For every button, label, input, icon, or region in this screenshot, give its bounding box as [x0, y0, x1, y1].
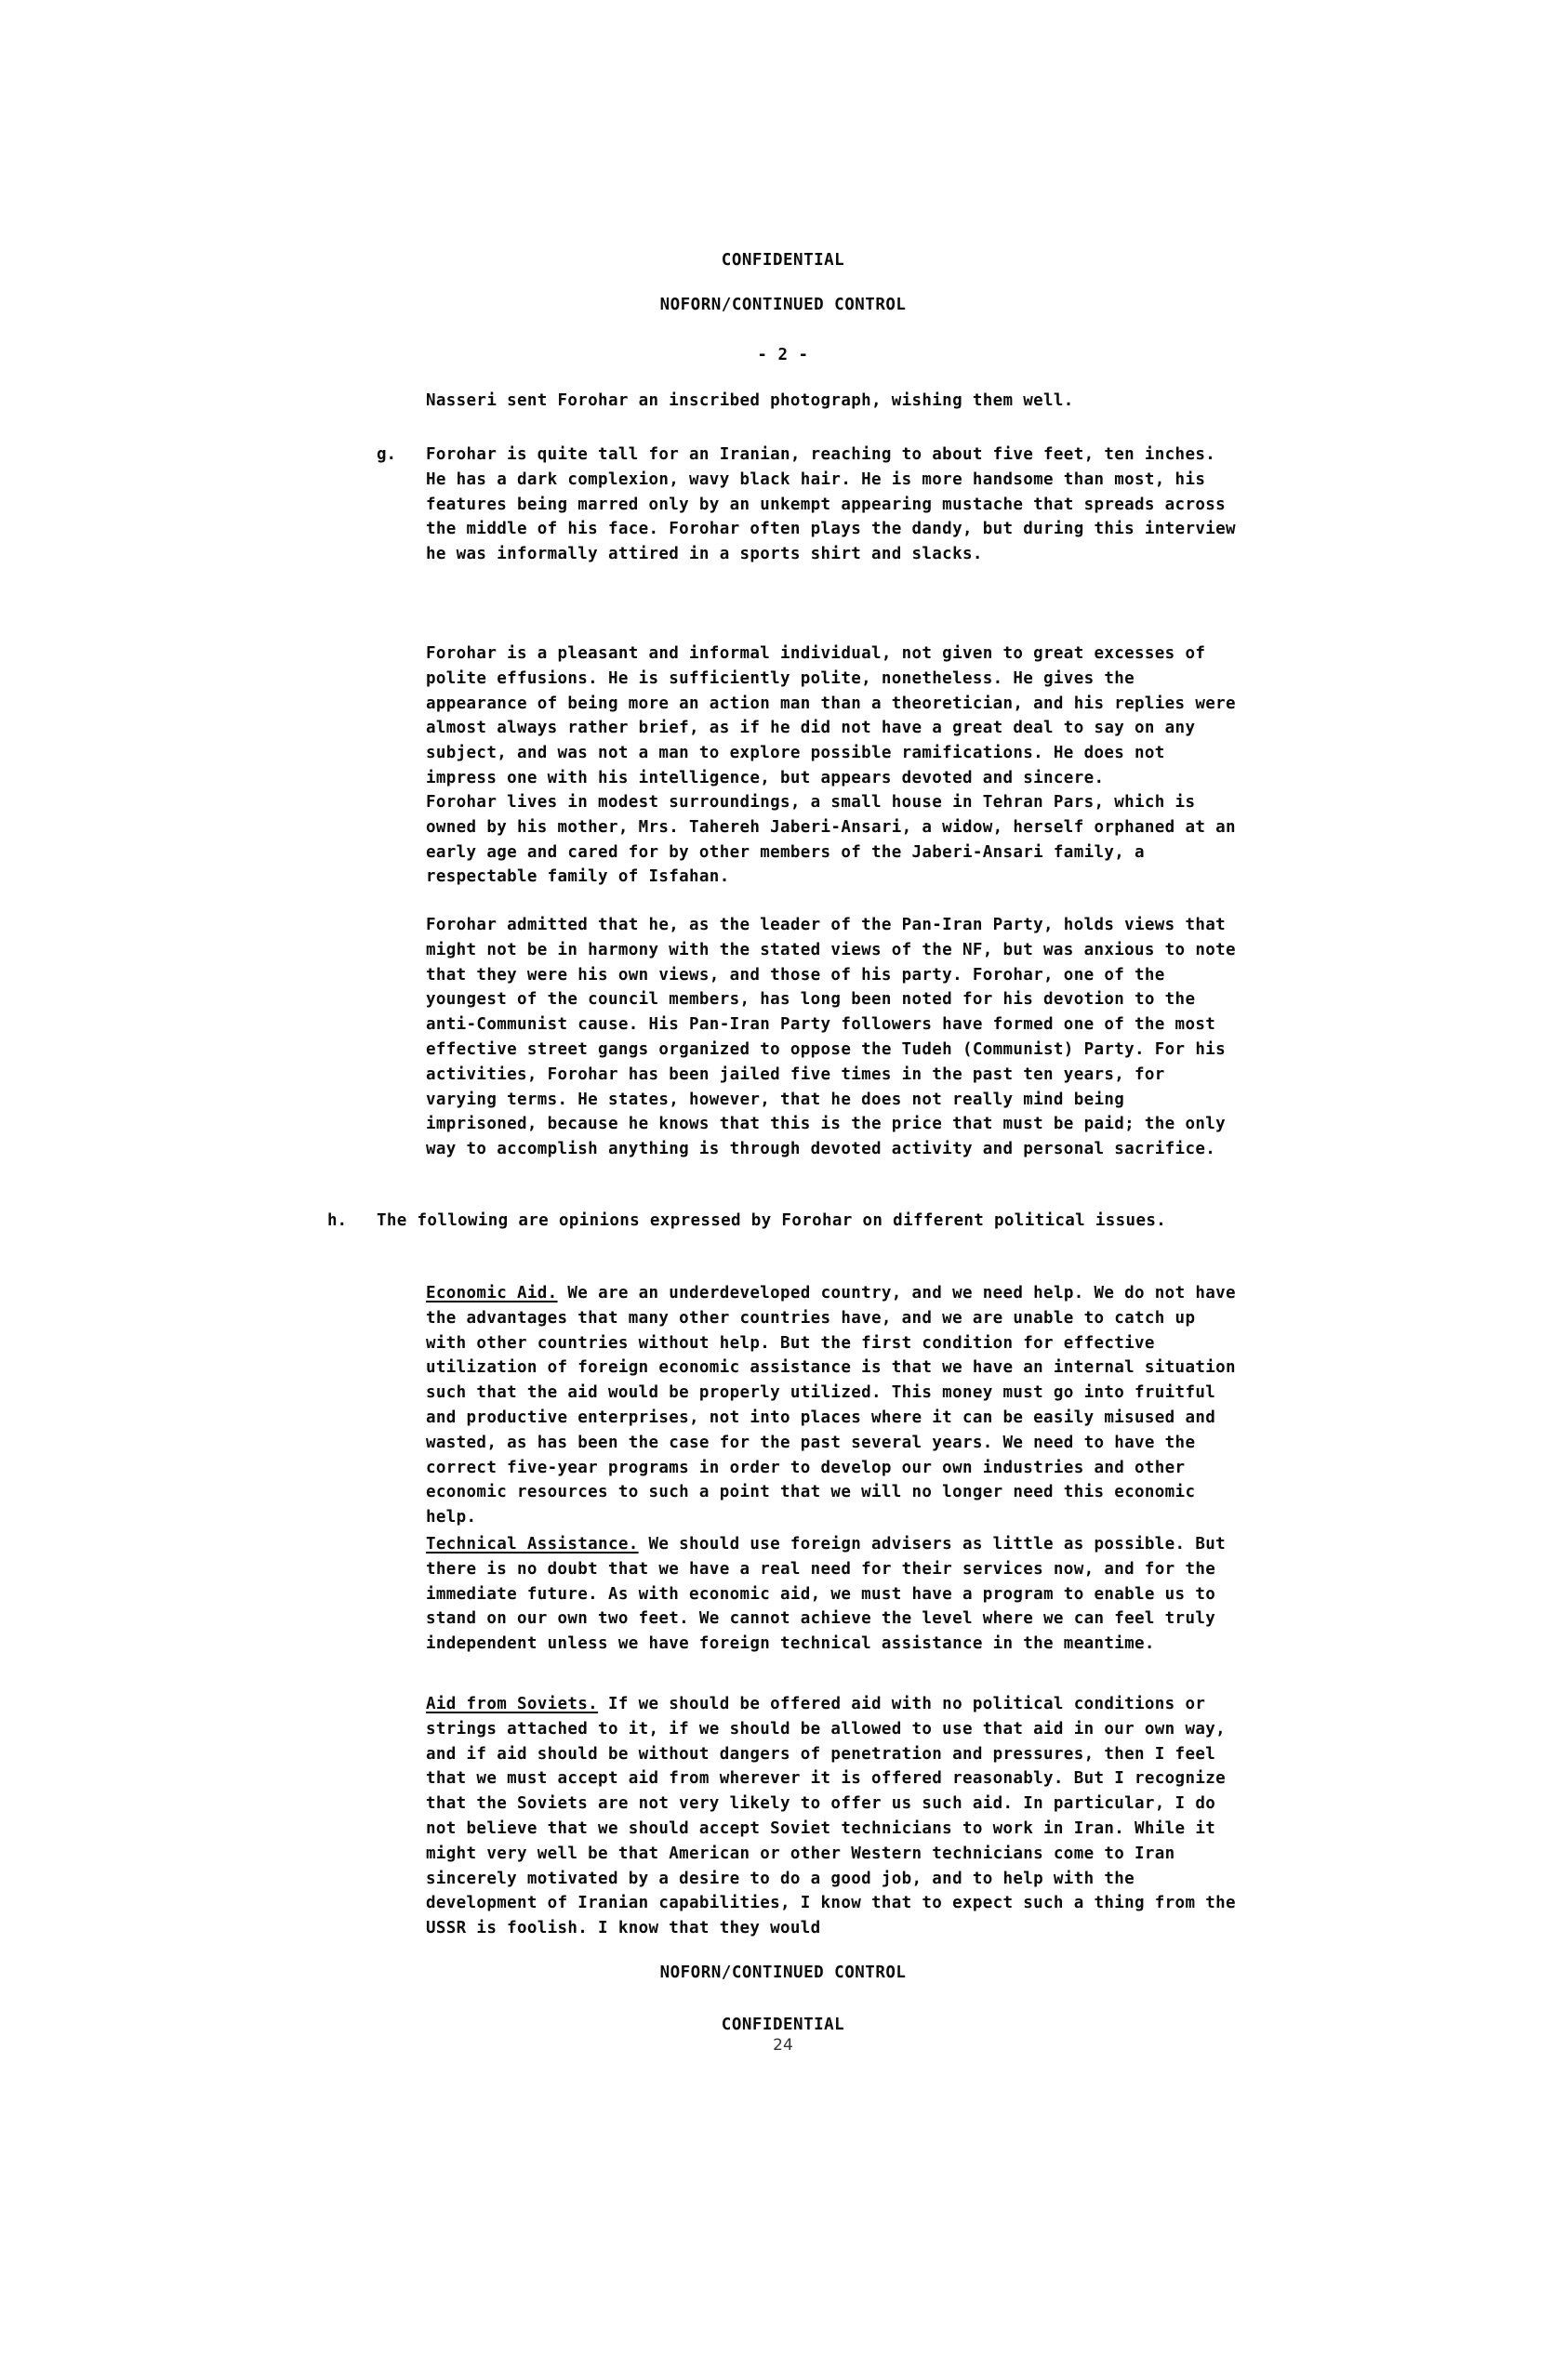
- classification-footer: CONFIDENTIAL: [721, 2016, 845, 2034]
- page-marker: - 2 -: [757, 346, 809, 364]
- control-header: NOFORN/CONTINUED CONTROL: [659, 296, 907, 314]
- economic-aid-text: We are an underdeveloped country, and we need help. We do not have the advantages that many other countries have, and we are unable to catch up with other countries without help. But the first condition for effective utilization of foreign economic assistance is that we have an internal situation such that the aid would be properly utilized. This money must go into fruitful and productive enterprises, not into places where it can be easily misused and wasted, as has been the case for the past several years. We need to have the correct five-year programs in order to develop our own industries and other economic resources to such a point that we will no longer need this economic help.: [426, 1284, 1246, 1527]
- aid-from-soviets-heading: Aid from Soviets.: [426, 1695, 599, 1713]
- paragraph-lives: Forohar lives in modest surroundings, a small house in Tehran Pars, which is owned by his mother, Mrs. Tahereh Jaberi-Ansari, a widow, herself orphaned at an early age and cared for by other members of the Jaberi-Ansari family, a respectable family of Isfahan.: [426, 793, 1246, 887]
- economic-aid-heading: Economic Aid.: [426, 1284, 558, 1302]
- paragraph-economic-aid: [426, 1281, 1244, 1530]
- technical-assistance-heading: Technical Assistance.: [426, 1535, 639, 1554]
- paragraph-item-h: The following are opinions expressed by Forohar on different political issues.: [377, 1211, 1167, 1230]
- item-g-marker: g.: [377, 445, 397, 464]
- page-number: 24: [773, 2036, 793, 2055]
- paragraph-technical-assistance: [426, 1532, 1244, 1657]
- paragraph-aid-from-soviets: [426, 1692, 1244, 1941]
- paragraph-pleasant: Forohar is a pleasant and informal individual, not given to great excesses of polite effusions. He is sufficiently polite, nonetheless. He gives the appearance of being more an action man than a theoretician, and his replies were almost always rather brief, as if he did not have a great deal to say on any subject, and was not a man to explore possible ramifications. He does not impress one with his intelligence, but appears devoted and sincere.: [426, 644, 1246, 787]
- classification-header: CONFIDENTIAL: [721, 251, 845, 270]
- aid-from-soviets-text: If we should be offered aid with no political conditions or strings attached to it, if we should be allowed to use that aid in our own way, and if aid should be without dangers of penetration and pressures, then I feel that we must accept aid from wherever it is offered reasonably. But I recognize that the Soviets are not very likely to offer us such aid. In particular, I do not believe that we should accept Soviet technicians to work in Iran. While it might very well be that American or other Western technicians come to Iran sincerely motivated by a desire to do a good job, and to help with the development of Iranian capabilities, I know that to expect such a thing from the USSR is foolish. I know that they would: [426, 1695, 1246, 1938]
- item-h-marker: h.: [327, 1211, 348, 1230]
- control-footer: NOFORN/CONTINUED CONTROL: [659, 1964, 907, 1982]
- paragraph-admitted: Forohar admitted that he, as the leader of the Pan-Iran Party, holds views that might not be in harmony with the stated views of the NF, but was anxious to note that they were his own views, and those of his party. Forohar, one of the youngest of the council members, has long been noted for his devotion to the anti-Communist cause. His Pan-Iran Party followers have formed one of the most effective street gangs organized to oppose the Tudeh (Communist) Party. For his activities, Forohar has been jailed five times in the past ten years, for varying terms. He states, however, that he does not really mind being imprisoned, because he knows that this is the price that must be paid; the only way to accomplish anything is through devoted activity and personal sacrifice.: [426, 916, 1246, 1159]
- technical-assistance-text: We should use foreign advisers as little as possible. But there is no doubt that we have a real need for their services now, and for the immediate future. As with economic aid, we must have a program to enable us to stand on our own two feet. We cannot achieve the level where we can feel truly independent unless we have foreign technical assistance in the meantime.: [426, 1535, 1236, 1654]
- paragraph-nasseri: Nasseri sent Forohar an inscribed photograph, wishing them well.: [426, 391, 1074, 410]
- paragraph-item-g: Forohar is quite tall for an Iranian, reaching to about five feet, ten inches. He has a dark complexion, wavy black hair. He is more handsome than most, his features being marred only by an unkempt appearing mustache that spreads across the middle of his face. Forohar often plays the dandy, but during this interview he was informally attired in a sports shirt and slacks.: [426, 445, 1246, 564]
